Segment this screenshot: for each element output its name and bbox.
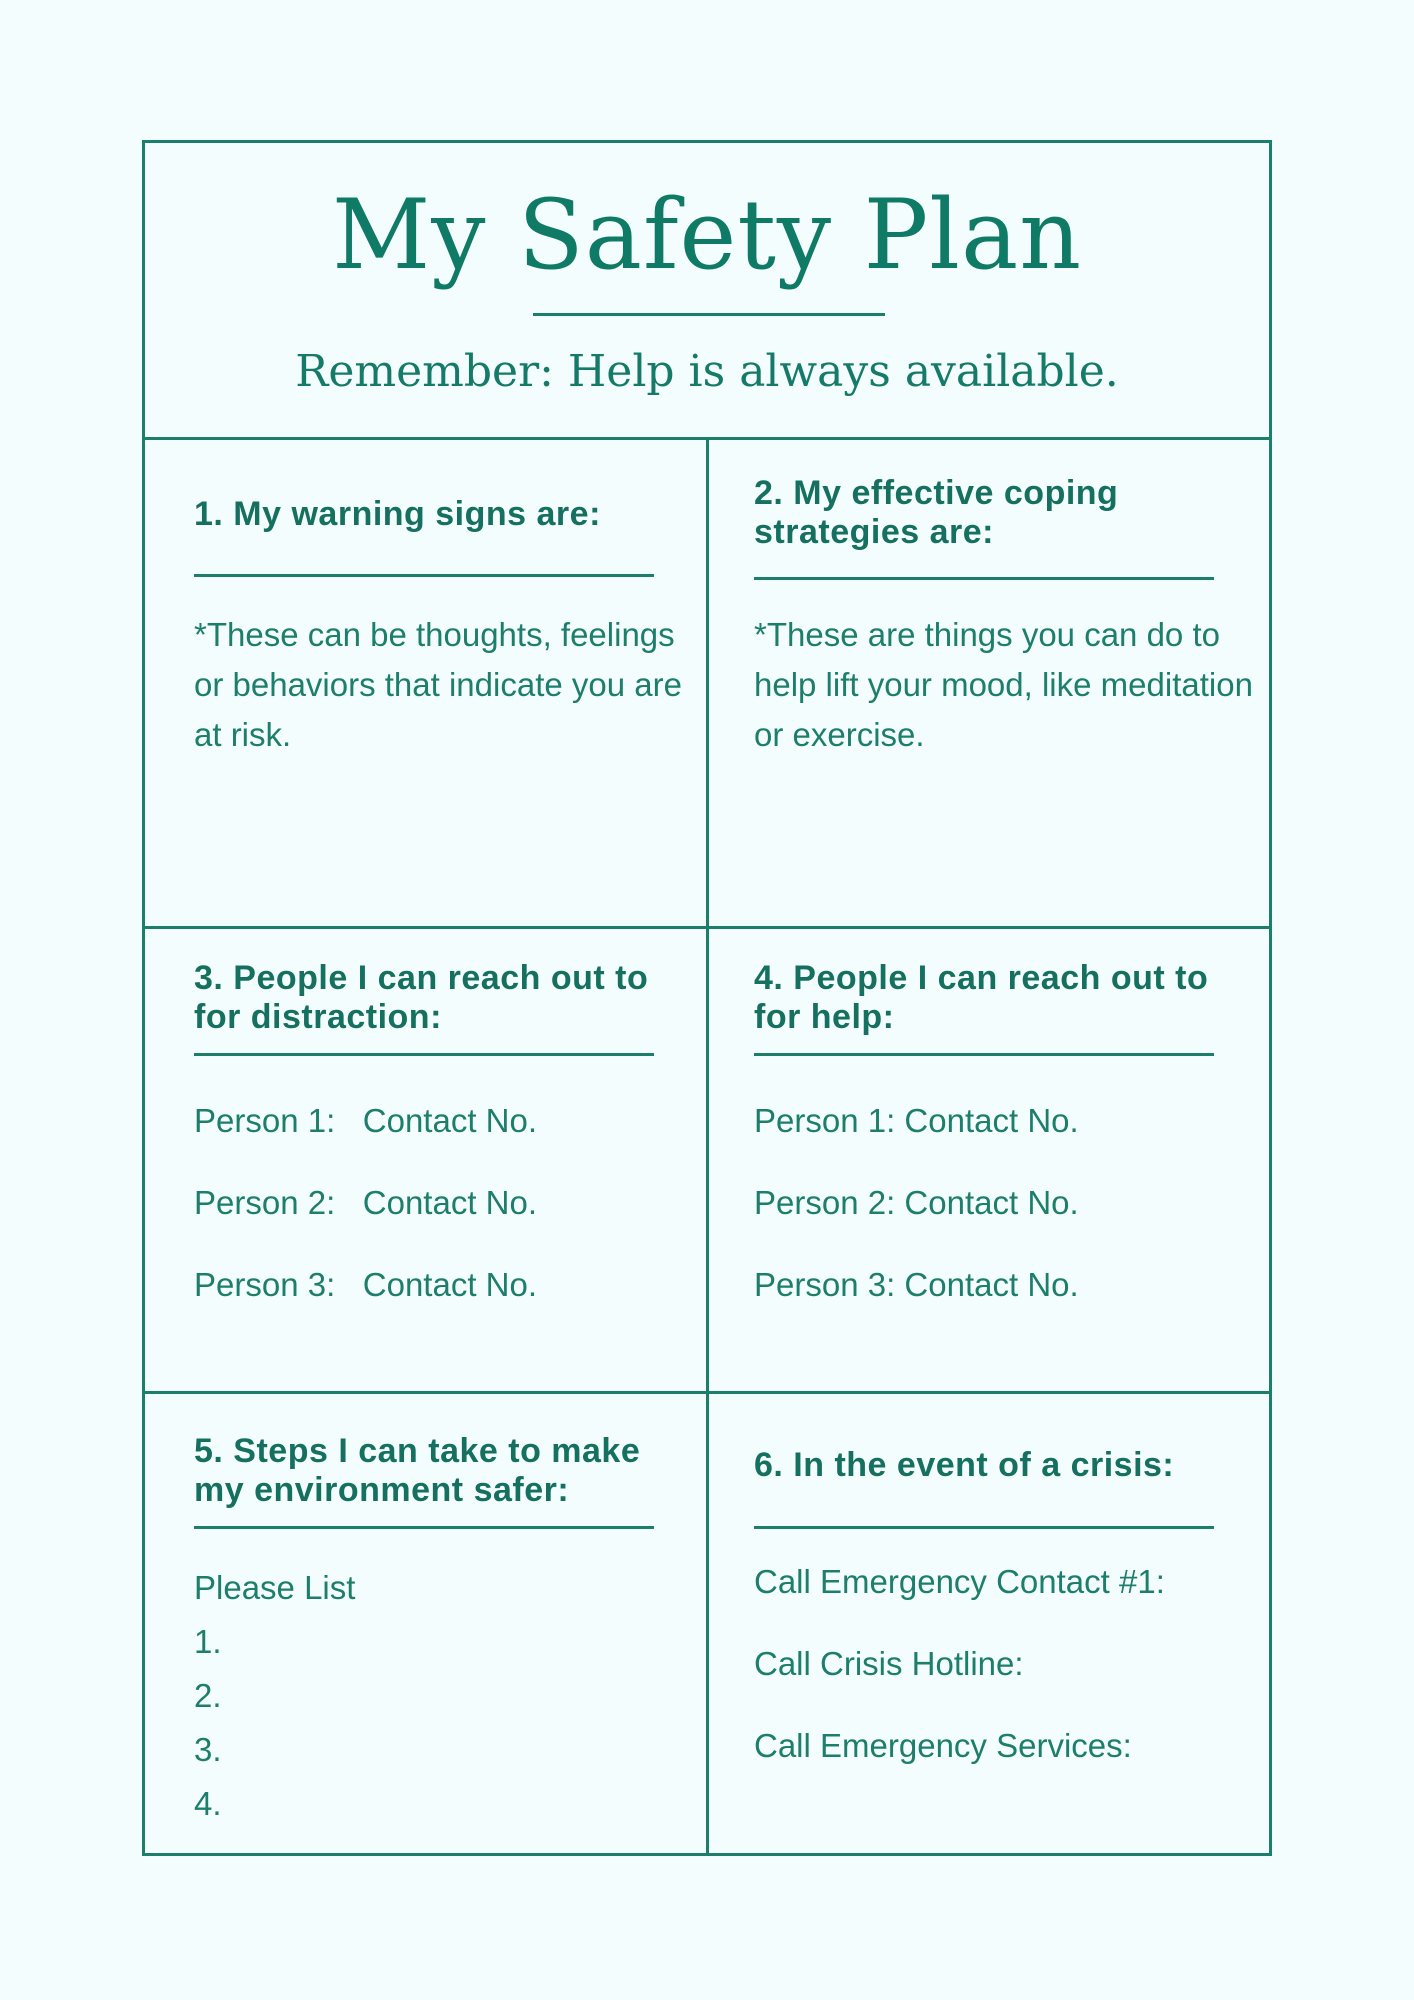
list-item-4: 4.: [194, 1785, 222, 1822]
contact-line-2: Person 2: Contact No.: [754, 1184, 1079, 1221]
section-heading: 5. Steps I can take to make my environment safer:: [194, 1432, 641, 1509]
section-heading: 1. My warning signs are:: [194, 495, 601, 533]
section-warning-signs: [145, 440, 709, 929]
page-subtitle: Remember: Help is always available.: [295, 346, 1119, 397]
contact-line-2: Person 2: Contact No.: [194, 1184, 538, 1221]
section-environment-steps: [145, 1394, 709, 1853]
contact-line-1: Person 1: Contact No.: [194, 1102, 538, 1139]
section-heading: 4. People I can reach out to for help:: [754, 959, 1209, 1036]
section-underline: [194, 1053, 654, 1056]
sections-grid: [145, 440, 1269, 1853]
section-note: *These are things you can do to help lift your mood, like meditation or exercise.: [754, 616, 1253, 753]
list-item-1: 1.: [194, 1623, 222, 1660]
section-help-contacts: [709, 929, 1269, 1394]
crisis-line-3: Call Emergency Services:: [754, 1727, 1132, 1764]
list-item-2: 2.: [194, 1677, 222, 1714]
section-underline: [754, 1526, 1214, 1529]
section-heading: 2. My effective coping strategies are:: [754, 474, 1119, 551]
header: [145, 143, 1269, 440]
section-crisis-actions: [709, 1394, 1269, 1853]
title-underline: [533, 313, 885, 316]
safety-plan-frame: [142, 140, 1272, 1856]
section-underline: [754, 577, 1214, 580]
page-title: My Safety Plan: [331, 179, 1083, 291]
list-intro: Please List: [194, 1569, 356, 1606]
contact-line-1: Person 1: Contact No.: [754, 1102, 1079, 1139]
contact-line-3: Person 3: Contact No.: [754, 1266, 1079, 1303]
section-distraction-contacts: [145, 929, 709, 1394]
section-underline: [194, 1526, 654, 1529]
section-heading: 6. In the event of a crisis:: [754, 1446, 1175, 1484]
section-note: *These can be thoughts, feelings or behaviors that indicate you are at risk.: [194, 616, 682, 753]
section-coping-strategies: [709, 440, 1269, 929]
section-heading: 3. People I can reach out to for distraction:: [194, 959, 649, 1036]
crisis-line-2: Call Crisis Hotline:: [754, 1645, 1024, 1682]
crisis-line-1: Call Emergency Contact #1:: [754, 1563, 1165, 1600]
contact-line-3: Person 3: Contact No.: [194, 1266, 538, 1303]
section-underline: [194, 574, 654, 577]
list-item-3: 3.: [194, 1731, 222, 1768]
section-underline: [754, 1053, 1214, 1056]
